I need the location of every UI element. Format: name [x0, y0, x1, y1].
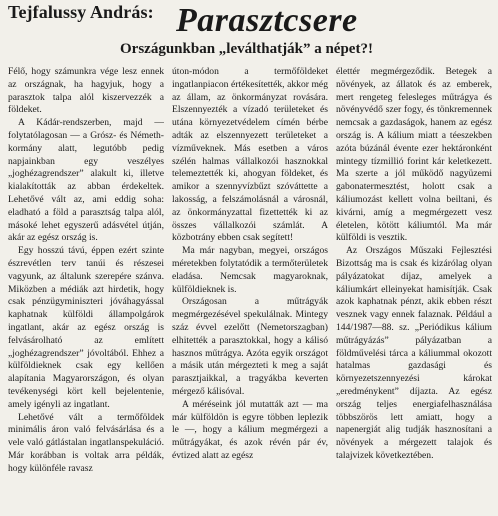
paragraph: Egy hosszú távú, éppen ezért szinte észrevétlen terv tanúi és részesei vagyunk, az általunk szerepére szánva. Miközben a médiák azt hirdetik, hogy csak pénzügyminiszteri jóváhagyással kaphatnak külföldi állampolgárok ingatlant, akár az egész ország is felvásárolható az említett „joghézagrendszer” jóvoltából. Ehhez a külföldieknek csak egy kellően alapítania Magyarországon, és olyan tevékenységi kört kell bejelentenie, amely igényli az ingatlant.: [8, 245, 164, 410]
column-1: [8, 66, 164, 512]
paragraph: Ma már nagyban, megyei, országos méretekben folytatódik a termőterületek eladása. Nemcsak magyaroknak, külföldieknek is.: [172, 245, 328, 295]
paragraph: Félő, hogy számunkra vége lesz ennek az országnak, ha hagyjuk, hogy a parasztok talpa alól kiszervezzék a földeket.: [8, 66, 164, 116]
paragraph: A méréseink jól mutatták azt — ma már külföldön is egyre többen leplezik le —, hogy a kálium megmérgezi a műtrágyákat, és azok révén pár év, évtized alatt az egész: [172, 398, 328, 461]
article-body: [8, 66, 492, 512]
column-2: [172, 66, 328, 512]
paragraph: A Kádár-rendszerben, majd — folytatólagosan — a Grósz- és Németh-kormány alatt, legutóbb pedig napjainkban egy veszélyes „joghézagrendszer” alakult ki, illetve kialakították az abban érdekeltek. Lehetővé vált az, ami eddig soha: eladható a föld a parasztság talpa alól, másoké lehet egyszerű adásvétel útján, akár az egész ország is.: [8, 117, 164, 244]
paragraph: Országosan a műtrágyák megmérgezésével spekulálnak. Mintegy száz évvel ezelőtt (Nemetorszagban) elhitették a parasztokkal, hogy a kálisó hasznos műtrágya. Azóta egyik országot a másik után mérgezteti k meg a saját parasztjaikkal, a tragyákba keverten mérgező kálisóval.: [172, 296, 328, 397]
paragraph: élettér megmérgeződik. Betegek a növények, az állatok és az emberek, mert rengeteg felesleges műtrágya és növényvédő szer fogy, és tönkremennek nemcsak a gazdaságok, hanem az egész ország is. A kálium miatt a téeszekben azóta búzánál évente ezer hektáronként mintegy tízmillió forint kár keletkezett. Ma szerte a jól működő nagyüzemi gabonatermesztést, holott csak a káliumozást kellett volna beiltani, és kivárni, amíg a megmérgezett vesz életelen, kötött káliumtól. Ma már külföldi is vesztik.: [336, 66, 492, 244]
paragraph: Lehetővé vált a termőföldek minimális áron való felvásárlása és a vele való gátlástalan ingatlanspekuláció. Már korábban is voltak arra példák, hogy különféle ravasz: [8, 411, 164, 474]
author-name: Tejfalussy András:: [8, 2, 154, 22]
column-3: [336, 66, 492, 512]
paragraph: úton-módon a termőföldeket ingatlanpiacon értékesítették, akkor még az állam, az önkormányzat rovására. Elszennyezték a vízadó területeket és utána környezetvédelem címén bérbe adták az elszennyezett területeket a vízműveknek. Más esetben a város szélén halmas vállalkozói hasznokkal telemeztették ki, ahogyan földeket, és amikor a szennyvízbűzt szóváttette a lakosság, a felszámolásnál a városnál, az önkormányzattal fizettették ki az összes vállalkozói számlát. A közbotrány ebben csak segített!: [172, 66, 328, 244]
paragraph: Az Országos Műszaki Fejlesztési Bizottság ma is csak és kizárólag olyan pályázatokat díjaz, amelyek a káliumkárt elleinyekat hamisítják. Csak azok kaphatnak pénzt, akik ebben részt vesznek vagy ennek falaznak. Például a 144/1987—88. sz. „Periódikus kálium műtrágyázás” pályázatban a földművelési tárca a káliummal okozott hatalmas gazdasági és környezetszennyezési károkat „eredménykent” díjazta. Az egész ország teljes energiafelhasználása többszörös lett amiatt, hogy a napenergiát alig tudják hasznosítani a növények a mérgezett talajok és talajvizek következtében.: [336, 245, 492, 461]
article-subtitle: Országunkban „leválthatják” a népet?!: [120, 41, 373, 57]
article-title: Parasztcsere: [176, 2, 358, 39]
